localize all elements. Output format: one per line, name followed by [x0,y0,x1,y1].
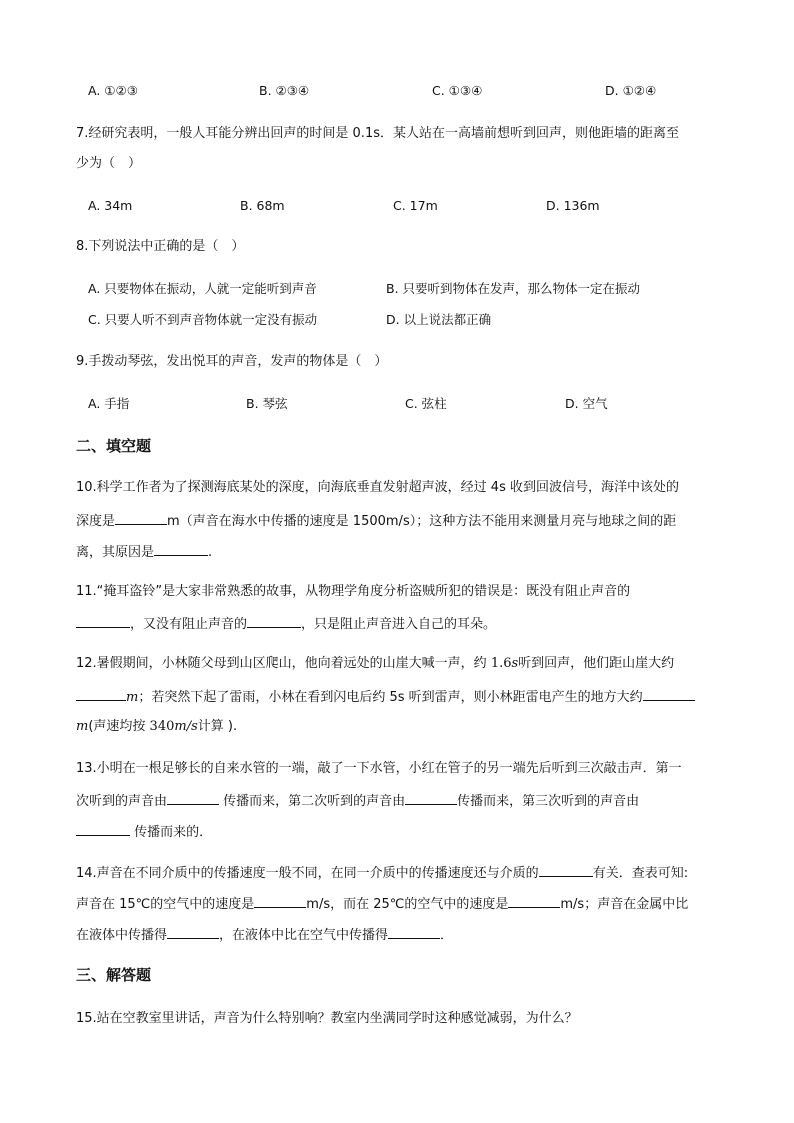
q12-time-value: 1.6 [490,656,512,671]
q10-line2 [76,511,676,531]
q12-line3 [76,718,237,736]
q9-option-d: D. 空气 [565,396,608,411]
q6-option-a: A. ①②③ [88,83,138,98]
q13-line1: 13.小明在一根足够长的自来水管的一端，敲了一下水管，小红在管子的另一端先后听到三次敲击声．第一 [76,761,682,776]
q12-text: (声速均按 [88,719,150,734]
q12-line1 [76,655,674,673]
q9-option-c: C. 弦柱 [405,396,447,411]
q7-option-b: B. 68m [240,198,285,213]
q14-text: ． [440,928,454,943]
q8-option-a: A. 只要物体在振动，人就一定能听到声音 [88,281,317,296]
q6-option-c: C. ①③④ [432,83,483,98]
q14-line1 [76,863,688,883]
q8-option-d: D. 以上说法都正确 [386,312,492,327]
q12-unit-m: m [126,690,139,705]
q8-option-b: B. 只要听到物体在发声，那么物体一定在振动 [386,281,641,296]
q14-text: 14.声音在不同介质中的传播速度一般不同，在同一介质中的传播速度还与介质的 [76,866,539,881]
q11-text: ，又没有阻止声音的 [130,617,248,632]
q7-stem-line2: 少为（ ） [76,156,142,171]
q13-text: 传播而来，第二次听到的声音由 [219,794,406,809]
q14-line3 [76,925,453,945]
q9-option-a: A. 手指 [88,396,130,411]
q14-text: 声音在 15℃的空气中的速度是 [76,897,255,912]
q9-stem: 9.手拨动琴弦，发出悦耳的声音，发声的物体是（ ） [76,354,388,369]
q13-text: 传播而来的． [130,825,213,840]
q12-text: ；若突然下起了雷雨，小林在看到闪电后约 5s 听到雷声，则小林距雷电产生的地方大约 [138,690,643,705]
q7-option-d: D. 136m [546,198,600,213]
q12-speed-unit: m/s [174,719,198,734]
q12-blank-cliff-distance[interactable] [76,687,126,701]
q8-stem: 8.下列说法中正确的是（ ） [76,239,245,254]
q10-blank-reason[interactable] [154,542,208,556]
q12-text: 12.暑假期间，小林随父母到山区爬山，他向着远处的山崖大喊一声，约 [76,656,491,671]
q13-text: 传播而来，第三次听到的声音由 [457,794,640,809]
q13-line3 [76,822,212,842]
q10-text: 离，其原因是 [76,545,155,560]
q14-text: m/s；声音在金属中比 [560,897,689,912]
section-answer-title: 三、解答题 [76,966,152,984]
q6-option-d: D. ①②④ [605,83,657,98]
q12-time-unit: s [511,656,519,671]
q12-blank-thunder-distance[interactable] [643,687,695,701]
q6-option-b: B. ②③④ [259,83,310,98]
q14-blank-metal-vs-liquid[interactable] [167,925,219,939]
q11-blank-2[interactable] [247,614,301,628]
q13-text: 次听到的声音由 [76,794,168,809]
q15-stem: 15.站在空教室里讲话，声音为什么特别响？教室内坐满同学时这种感觉减弱，为什么？ [76,1011,578,1026]
q11-line1: 11.“掩耳盗铃”是大家非常熟悉的故事，从物理学角度分析盗贼所犯的错误是：既没有阻止声音的 [76,584,631,599]
q13-blank-2[interactable] [405,791,457,805]
q11-line2 [76,614,496,634]
q14-blank-liquid-vs-air[interactable] [388,925,440,939]
q14-blank-speed-25c[interactable] [508,894,560,908]
q11-text: ，只是阻止声音进入自己的耳朵。 [301,617,497,632]
q12-text: 听到回声，他们距山崖大约 [518,656,675,671]
q14-text: 有关．查表可知: [592,866,689,881]
q13-blank-3[interactable] [76,822,130,836]
q7-stem-line1: 7.经研究表明，一般人耳能分辨出回声的时间是 0.1s．某人站在一高墙前想听到回声，则他距墙的距离至 [76,126,679,141]
q14-blank-speed-15c[interactable] [254,894,306,908]
q14-text: ，在液体中比在空气中传播得 [219,928,389,943]
q10-blank-depth[interactable] [115,511,167,525]
q9-option-b: B. 琴弦 [246,396,288,411]
q10-text: 深度是 [76,514,116,529]
q10-line1: 10.科学工作者为了探测海底某处的深度，向海底垂直发射超声波，经过 4s 收到回波信号，海洋中该处的 [76,480,679,495]
q13-line2 [76,791,639,811]
q14-text: m/s，而在 25℃的空气中的速度是 [306,897,509,912]
q12-speed-value: 340 [149,719,175,734]
q11-blank-1[interactable] [76,614,130,628]
q10-text: . [208,545,213,560]
q12-text: 计算 ). [197,719,238,734]
q12-unit-m: m [76,719,89,734]
q7-option-c: C. 17m [393,198,438,213]
q14-blank-medium-property[interactable] [539,863,593,877]
q12-line2 [76,687,695,707]
q14-line2 [76,894,688,914]
q10-line3 [76,542,212,562]
q14-text: 在液体中传播得 [76,928,168,943]
q8-option-c: C. 只要人听不到声音物体就一定没有振动 [88,312,318,327]
section-fill-in-title: 二、填空题 [76,437,152,455]
q13-blank-1[interactable] [167,791,219,805]
q7-option-a: A. 34m [88,198,133,213]
q10-text: m（声音在海水中传播的速度是 1500m/s）；这种方法不能用来测量月亮与地球之间的距 [167,514,677,529]
